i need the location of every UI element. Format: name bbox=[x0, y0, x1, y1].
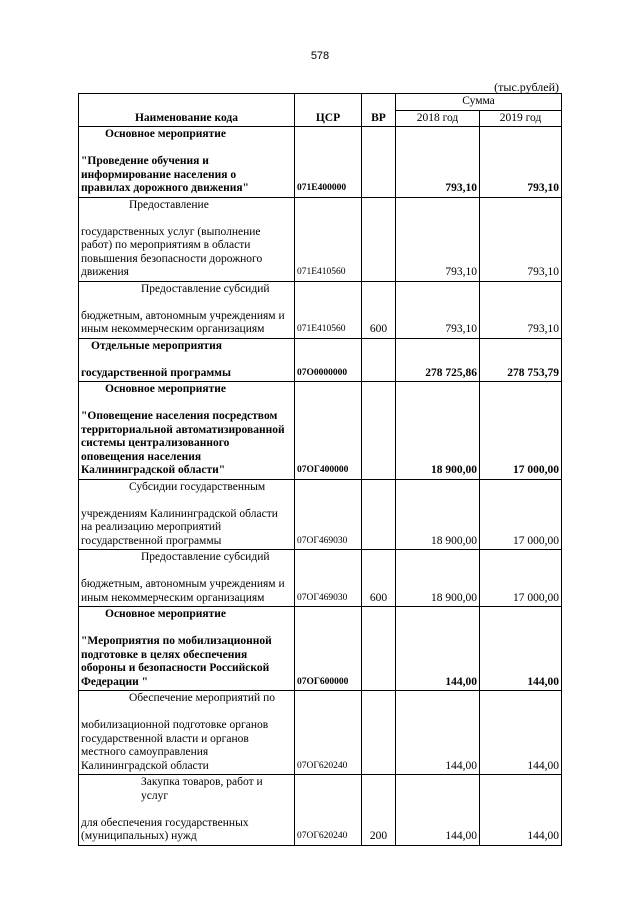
row-name bbox=[79, 197, 295, 281]
row-vr bbox=[362, 382, 396, 480]
header-vr: ВР bbox=[362, 94, 396, 127]
row-name-line: системы централизованного bbox=[81, 437, 230, 449]
row-name-line: Предоставление bbox=[129, 198, 209, 211]
row-sum-2019: 278 753,79 bbox=[480, 338, 562, 382]
row-csr: 07OГ620240 bbox=[295, 691, 362, 775]
units-label: (тыс.рублей) bbox=[494, 80, 559, 94]
table-row bbox=[79, 550, 562, 607]
row-name-line: обороны и безопасности Российской bbox=[81, 662, 270, 674]
row-name-line: иным некоммерческим организациям bbox=[81, 323, 265, 335]
table-row bbox=[79, 197, 562, 281]
row-sum-2018: 18 900,00 bbox=[396, 550, 480, 607]
row-sum-2018: 793,10 bbox=[396, 127, 480, 198]
table-row bbox=[79, 607, 562, 691]
row-vr bbox=[362, 338, 396, 382]
row-sum-2019: 144,00 bbox=[480, 607, 562, 691]
table-row bbox=[79, 775, 562, 846]
row-csr: 07OГ469030 bbox=[295, 479, 362, 550]
row-csr: 071E410560 bbox=[295, 197, 362, 281]
row-sum-2019: 793,10 bbox=[480, 281, 562, 338]
table-row bbox=[79, 479, 562, 550]
row-name-line: Калининградской области" bbox=[81, 464, 226, 476]
table-row bbox=[79, 281, 562, 338]
row-name-line: бюджетным, автономным учреждениям и bbox=[81, 309, 285, 322]
row-name-line: "Проведение обучения и bbox=[81, 155, 209, 167]
row-name-line: оповещения населения bbox=[81, 450, 202, 463]
row-csr: 071E400000 bbox=[295, 127, 362, 198]
row-name bbox=[79, 338, 295, 382]
row-sum-2019: 144,00 bbox=[480, 775, 562, 846]
row-name-line: государственной программы bbox=[81, 534, 222, 547]
row-name-line: местного самоуправления bbox=[81, 746, 209, 758]
row-name-line: работ) по мероприятиям в области bbox=[81, 239, 251, 251]
row-name-line: правилах дорожного движения" bbox=[81, 182, 249, 194]
row-sum-2019: 17 000,00 bbox=[480, 382, 562, 480]
row-name-line: для обеспечения государственных bbox=[81, 816, 249, 829]
row-name-line: иным некоммерческим организациям bbox=[81, 591, 265, 604]
row-name-line: (муниципальных) нужд bbox=[81, 830, 197, 842]
row-name-line: Калининградской области bbox=[81, 759, 209, 772]
budget-table bbox=[78, 93, 562, 846]
row-name-line: Отдельные мероприятия bbox=[91, 339, 222, 352]
row-sum-2018: 18 900,00 bbox=[396, 382, 480, 480]
row-name-line: государственной программы bbox=[81, 366, 231, 379]
row-vr bbox=[362, 691, 396, 775]
row-sum-2019: 144,00 bbox=[480, 691, 562, 775]
header-csr: ЦСР bbox=[295, 94, 362, 127]
row-name bbox=[79, 127, 295, 198]
row-name bbox=[79, 550, 295, 607]
row-name-line: Основное мероприятие bbox=[105, 128, 227, 140]
table-body bbox=[79, 127, 562, 846]
header-year-2018: 2018 год bbox=[396, 110, 480, 127]
row-sum-2018: 144,00 bbox=[396, 775, 480, 846]
row-vr bbox=[362, 607, 396, 691]
row-csr: 07OГ469030 bbox=[295, 550, 362, 607]
row-name-line: государственной власти и органов bbox=[81, 732, 249, 745]
row-name bbox=[79, 281, 295, 338]
row-name-line: Закупка товаров, работ и услуг bbox=[141, 776, 263, 802]
row-name-line: Основное мероприятие bbox=[105, 383, 227, 395]
row-name-line: "Мероприятия по мобилизационной bbox=[81, 635, 272, 647]
row-name-line: Субсидии государственным bbox=[129, 480, 266, 493]
row-name-line: движения bbox=[81, 266, 129, 278]
page-number: 578 bbox=[310, 50, 330, 62]
table-row bbox=[79, 338, 562, 382]
table-row bbox=[79, 382, 562, 480]
row-name bbox=[79, 691, 295, 775]
row-sum-2018: 793,10 bbox=[396, 197, 480, 281]
row-name-line: Предоставление субсидий bbox=[141, 282, 270, 295]
row-name-line: Основное мероприятие bbox=[105, 608, 227, 620]
row-sum-2018: 144,00 bbox=[396, 691, 480, 775]
row-csr: 07OГ600000 bbox=[295, 607, 362, 691]
row-name-line: "Оповещение населения посредством bbox=[81, 410, 278, 422]
row-csr: 071E410560 bbox=[295, 281, 362, 338]
row-name-line: Федерации " bbox=[81, 675, 149, 688]
row-name-line: Предоставление субсидий bbox=[141, 551, 270, 563]
header-name: Наименование кода bbox=[79, 94, 295, 127]
row-sum-2018: 18 900,00 bbox=[396, 479, 480, 550]
row-sum-2018: 793,10 bbox=[396, 281, 480, 338]
row-name-line: подготовке в целях обеспечения bbox=[81, 648, 248, 661]
row-name bbox=[79, 479, 295, 550]
row-vr: 200 bbox=[362, 775, 396, 846]
row-vr bbox=[362, 479, 396, 550]
row-csr: 07OГ400000 bbox=[295, 382, 362, 480]
header-year-2019: 2019 год bbox=[480, 110, 562, 127]
row-name-line: бюджетным, автономным учреждениям и bbox=[81, 578, 285, 590]
row-sum-2018: 144,00 bbox=[396, 607, 480, 691]
row-name-line: Обеспечение мероприятий по bbox=[129, 692, 275, 704]
row-vr bbox=[362, 127, 396, 198]
row-csr: 07O0000000 bbox=[295, 338, 362, 382]
row-name-line: мобилизационной подготовке органов bbox=[81, 719, 269, 731]
row-name-line: территориальной автоматизированной bbox=[81, 423, 285, 436]
row-sum-2019: 17 000,00 bbox=[480, 479, 562, 550]
row-sum-2019: 17 000,00 bbox=[480, 550, 562, 607]
row-csr: 07OГ620240 bbox=[295, 775, 362, 846]
row-name-line: учреждениям Калининградской области bbox=[81, 507, 278, 520]
header-sum: Сумма bbox=[396, 94, 562, 111]
row-sum-2019: 793,10 bbox=[480, 197, 562, 281]
row-name-line: повышения безопасности дорожного bbox=[81, 252, 263, 265]
row-sum-2019: 793,10 bbox=[480, 127, 562, 198]
row-name-line: информирование населения о bbox=[81, 168, 237, 181]
row-vr: 600 bbox=[362, 281, 396, 338]
table-row bbox=[79, 127, 562, 198]
row-name-line: на реализацию мероприятий bbox=[81, 521, 222, 533]
row-vr bbox=[362, 197, 396, 281]
row-name bbox=[79, 775, 295, 846]
row-name-line: государственных услуг (выполнение bbox=[81, 225, 261, 238]
row-vr: 600 bbox=[362, 550, 396, 607]
row-sum-2018: 278 725,86 bbox=[396, 338, 480, 382]
row-name bbox=[79, 607, 295, 691]
row-name bbox=[79, 382, 295, 480]
table-row bbox=[79, 691, 562, 775]
